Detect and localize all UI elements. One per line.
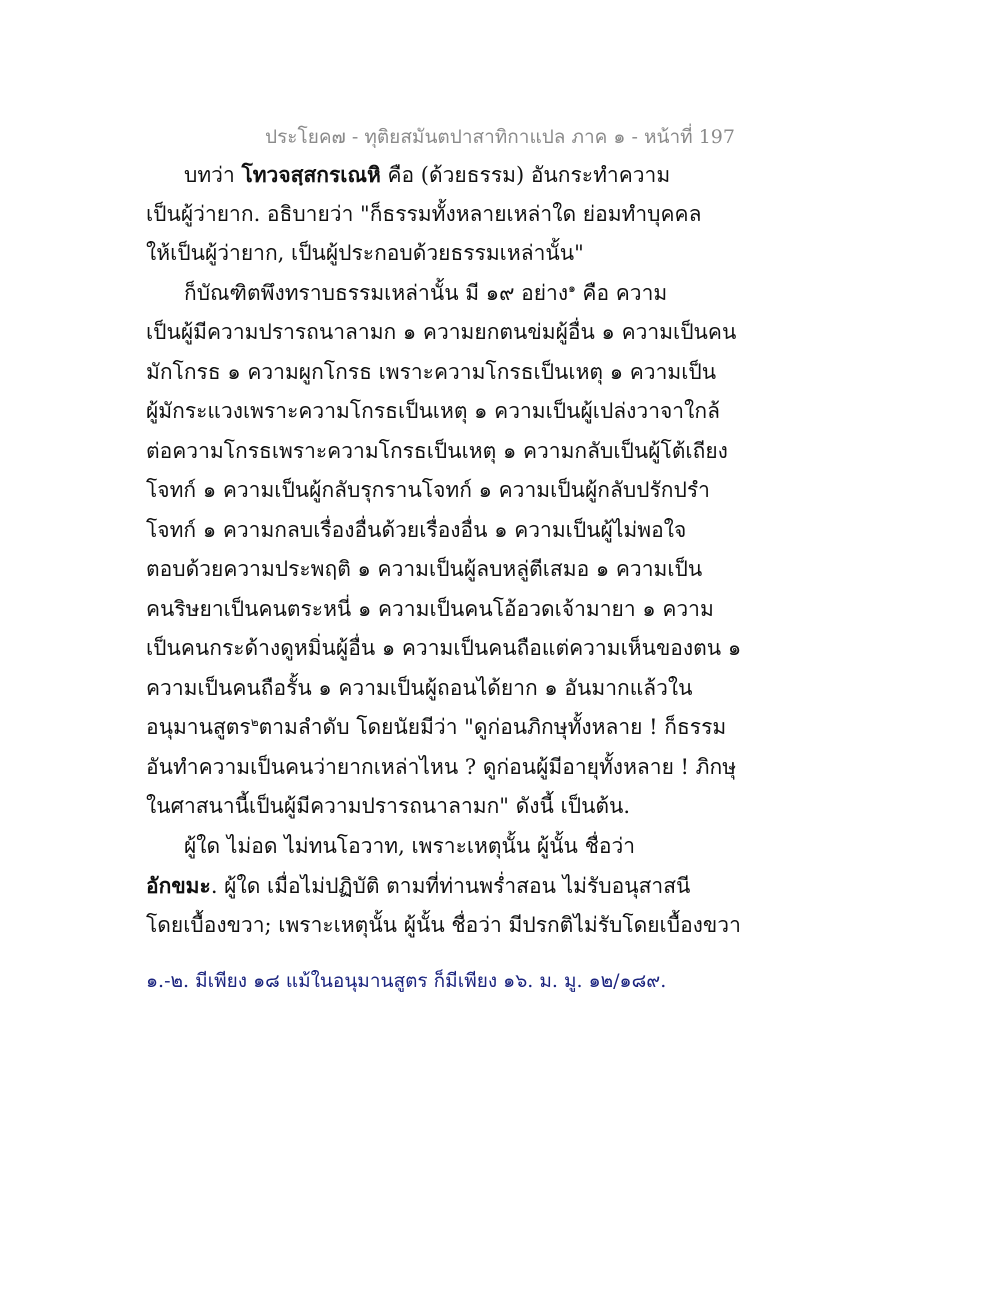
page-header: ประโยค๗ - ทุติยสมันตปาสาทิกาแปล ภาค ๑ - หน้าที่ 197 (265, 126, 735, 148)
paragraph-2-line-5: ต่อความโกรธเพราะความโกรธเป็นเหตุ ๑ ความกลับเป็นผู้โต้เถียง (146, 438, 728, 463)
paragraph-2-line-14: ในศาสนานี้เป็นผู้มีความปรารถนาลามก" ดังนี้ เป็นต้น. (146, 794, 631, 818)
footnote-marker: ๑ (568, 280, 576, 295)
paragraph-1-line-3: ให้เป็นผู้ว่ายาก, เป็นผู้ประกอบด้วยธรรมเหล่านั้น" (146, 241, 584, 265)
paragraph-2-line-9: คนริษยาเป็นคนตระหนี่ ๑ ความเป็นคนโอ้อวดเจ้ามายา ๑ ความ (146, 596, 714, 621)
paragraph-2-line-7: โจทก์ ๑ ความกลบเรื่องอื่นด้วยเรื่องอื่น ๑ ความเป็นผู้ไม่พอใจ (146, 517, 687, 542)
text-span: . ผู้ใด เมื่อไม่ปฏิบัติ ตามที่ท่านพร่ำสอน ไม่รับอนุสาสนี (210, 874, 691, 898)
body-text (146, 155, 742, 945)
paragraph-2-line-12 (146, 708, 727, 748)
paragraph-2-line-1 (146, 274, 706, 314)
footnote-marker: ๒ (250, 715, 259, 729)
paragraph-2-line-11: ความเป็นคนถือรั้น ๑ ความเป็นผู้ถอนได้ยาก ๑ อันมากแล้วใน (146, 675, 693, 700)
text-span: ก็บัณฑิตพึงทราบธรรมเหล่านั้น มี ๑๙ อย่าง (184, 280, 569, 305)
text-span: คือ ความ (575, 280, 668, 305)
paragraph-3-line-1: ผู้ใด ไม่อด ไม่ทนโอวาท, เพราะเหตุนั้น ผู้นั้น ชื่อว่า (184, 833, 636, 858)
bold-term: อักขมะ (146, 873, 211, 898)
bold-term: โทวจสฺสกรเณหิ (241, 162, 381, 187)
paragraph-2-line-10: เป็นคนกระด้างดูหมิ่นผู้อื่น ๑ ความเป็นคนถือแต่ความเห็นของตน ๑ (146, 636, 742, 660)
paragraph-3-line-3: โดยเบื้องขวา; เพราะเหตุนั้น ผู้นั้น ชื่อว่า มีปรกติไม่รับโดยเบื้องขวา (146, 912, 741, 937)
paragraph-1-line-2: เป็นผู้ว่ายาก. อธิบายว่า "ก็ธรรมทั้งหลายเหล่าใด ย่อมทำบุคคล (146, 201, 702, 226)
text-span: คือ (ด้วยธรรม) อันกระทำความ (380, 163, 671, 187)
footnote: ๑.-๒. มีเพียง ๑๘ แม้ในอนุมานสูตร ก็มีเพียง ๑๖. ม. มู. ๑๒/๑๘๙. (146, 970, 667, 992)
paragraph-2-line-6: โจทก์ ๑ ความเป็นผู้กลับรุกรานโจทก์ ๑ ความเป็นผู้กลับปรักปรำ (146, 478, 710, 502)
paragraph-2-line-3: มักโกรธ ๑ ความผูกโกรธ เพราะความโกรธเป็นเหตุ ๑ ความเป็น (146, 359, 717, 384)
text-span: บทว่า (184, 163, 242, 187)
paragraph-3-line-2 (146, 866, 706, 906)
paragraph-2-line-8: ตอบด้วยความประพฤติ ๑ ความเป็นผู้ลบหลู่ตีเสมอ ๑ ความเป็น (146, 557, 703, 581)
paragraph-2-line-13: อันทำความเป็นคนว่ายากเหล่าไหน ? ดูก่อนผู้มีอายุทั้งหลาย ! ภิกษุ (146, 754, 737, 779)
paragraph-1-line-1 (146, 155, 706, 195)
paragraph-2-line-4: ผู้มักระแวงเพราะความโกรธเป็นเหตุ ๑ ความเป็นผู้เปล่งวาจาใกล้ (146, 399, 720, 423)
text-span: อนุมานสูตร (146, 715, 251, 739)
paragraph-2-line-2: เป็นผู้มีความปรารถนาลามก ๑ ความยกตนข่มผู้อื่น ๑ ความเป็นคน (146, 320, 737, 344)
text-span: ตามลำดับ โดยนัยมีว่า "ดูก่อนภิกษุทั้งหลาย ! ก็ธรรม (258, 715, 727, 739)
